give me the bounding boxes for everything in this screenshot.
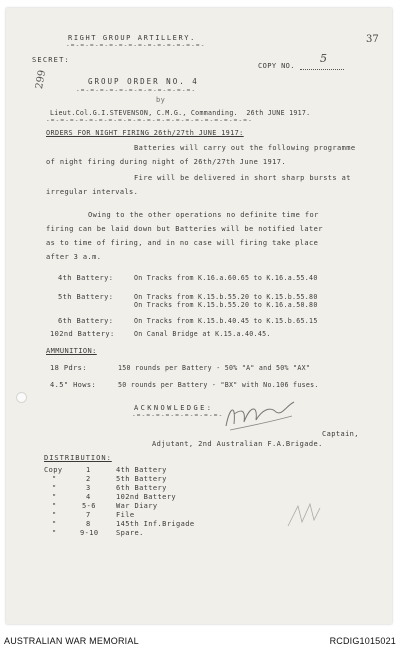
- by-line: by: [156, 96, 166, 104]
- pencil-scrawl: [284, 500, 324, 530]
- distribution-recipient: 102nd Battery: [116, 493, 176, 501]
- punch-hole: [16, 392, 27, 403]
- distribution-recipient: Spare.: [116, 529, 144, 537]
- paragraph-line-6: firing can be laid down but Batteries will be notified later: [46, 225, 323, 233]
- distribution-recipient: 4th Battery: [116, 466, 167, 474]
- archive-footer: [0, 627, 401, 653]
- battery-task: On Tracks from K.16.a.60.65 to K.16.a.55.40: [134, 274, 318, 282]
- distribution-copy-number: 3: [86, 484, 91, 492]
- battery-task: On Tracks from K.15.b.40.45 to K.15.b.65.15: [134, 317, 318, 325]
- distribution-heading: DISTRIBUTION:: [44, 454, 112, 462]
- order-title: GROUP ORDER NO. 4: [88, 77, 199, 86]
- ammunition-heading: AMMUNITION:: [46, 347, 97, 355]
- ammunition-gun: 18 Pdrs:: [50, 364, 87, 372]
- battery-name: 4th Battery:: [58, 274, 114, 282]
- distribution-copy-number: 5-6: [82, 502, 96, 510]
- paragraph-line-8: after 3 a.m.: [46, 253, 102, 261]
- stamp-number: 299: [34, 69, 49, 90]
- order-title-rule: -=-=-=-=-=-=-=-=-=-=-=-=-: [76, 87, 197, 94]
- distribution-ditto-mark: ": [52, 511, 57, 519]
- signature-rank: Captain,: [322, 430, 359, 438]
- distribution-copy-label: Copy: [44, 466, 63, 474]
- distribution-recipient: 145th Inf.Brigade: [116, 520, 195, 528]
- page-number: 37: [366, 34, 379, 45]
- distribution-copy-number: 1: [86, 466, 91, 474]
- distribution-copy-number: 9-10: [80, 529, 99, 537]
- commander-rule: -=-=-=-=-=-=-=-=-=-=-=-=-=-=-=-=-=-=-=-=-=-: [46, 117, 253, 124]
- paragraph-line-1: Batteries will carry out the following programme: [134, 144, 356, 152]
- ammunition-detail: 150 rounds per Battery - 50% "A" and 50% "AX": [118, 364, 311, 372]
- distribution-copy-number: 4: [86, 493, 91, 501]
- orders-heading: ORDERS FOR NIGHT FIRING 26th/27th JUNE 1917:: [46, 129, 244, 137]
- distribution-copy-number: 7: [86, 511, 91, 519]
- distribution-ditto-mark: ": [52, 484, 57, 492]
- battery-task: On Canal Bridge at K.15.a.40.45.: [134, 330, 271, 338]
- battery-name: 102nd Battery:: [50, 330, 115, 338]
- distribution-ditto-mark: ": [52, 529, 57, 537]
- distribution-ditto-mark: ": [52, 493, 57, 501]
- secret-label: SECRET:: [32, 56, 70, 64]
- acknowledge-rule: -=-=-=-=-=-=-=-=-=-: [132, 412, 224, 419]
- document-page: [6, 8, 392, 624]
- acknowledge-line: ACKNOWLEDGE:: [134, 404, 214, 412]
- distribution-ditto-mark: ": [52, 502, 57, 510]
- archive-name: AUSTRALIAN WAR MEMORIAL: [4, 636, 139, 646]
- copy-number-line: [300, 69, 344, 70]
- paragraph-line-5: Owing to the other operations no definite time for: [88, 211, 319, 219]
- battery-task: On Tracks from K.15.b.55.20 to K.16.a.50.80: [134, 301, 318, 309]
- distribution-copy-number: 8: [86, 520, 91, 528]
- ammunition-detail: 50 rounds per Battery - "BX" with No.106 fuses.: [118, 381, 319, 389]
- distribution-recipient: War Diary: [116, 502, 158, 510]
- battery-name: 6th Battery:: [58, 317, 114, 325]
- paragraph-line-7: as to time of firing, and in no case will firing take place: [46, 239, 319, 247]
- copy-number: 5: [320, 52, 327, 65]
- ammunition-gun: 4.5" Hows:: [50, 381, 97, 389]
- battery-name: 5th Battery:: [58, 293, 114, 301]
- unit-title: RIGHT GROUP ARTILLERY.: [68, 34, 196, 42]
- paragraph-line-4: irregular intervals.: [46, 188, 139, 196]
- distribution-copy-number: 2: [86, 475, 91, 483]
- handwritten-signature: [220, 396, 300, 436]
- distribution-recipient: 6th Battery: [116, 484, 167, 492]
- distribution-recipient: File: [116, 511, 135, 519]
- distribution-ditto-mark: ": [52, 475, 57, 483]
- archive-reference: RCDIG1015021: [329, 636, 396, 646]
- battery-task: On Tracks from K.15.b.55.20 to K.15.b.55.80: [134, 293, 318, 301]
- paragraph-line-2: of night firing during night of 26th/27th June 1917.: [46, 158, 286, 166]
- copy-label: COPY NO.: [258, 62, 295, 70]
- commander-line: Lieut.Col.G.I.STEVENSON, C.M.G., Commanding. 26th JUNE 1917.: [50, 109, 311, 117]
- distribution-ditto-mark: ": [52, 520, 57, 528]
- paragraph-line-3: Fire will be delivered in short sharp bursts at: [134, 174, 351, 182]
- signature-title: Adjutant, 2nd Australian F.A.Brigade.: [152, 440, 323, 448]
- title-dash-rule: -=-=-=-=-=-=-=-=-=-=-=-=-=-=-: [66, 42, 206, 49]
- distribution-recipient: 5th Battery: [116, 475, 167, 483]
